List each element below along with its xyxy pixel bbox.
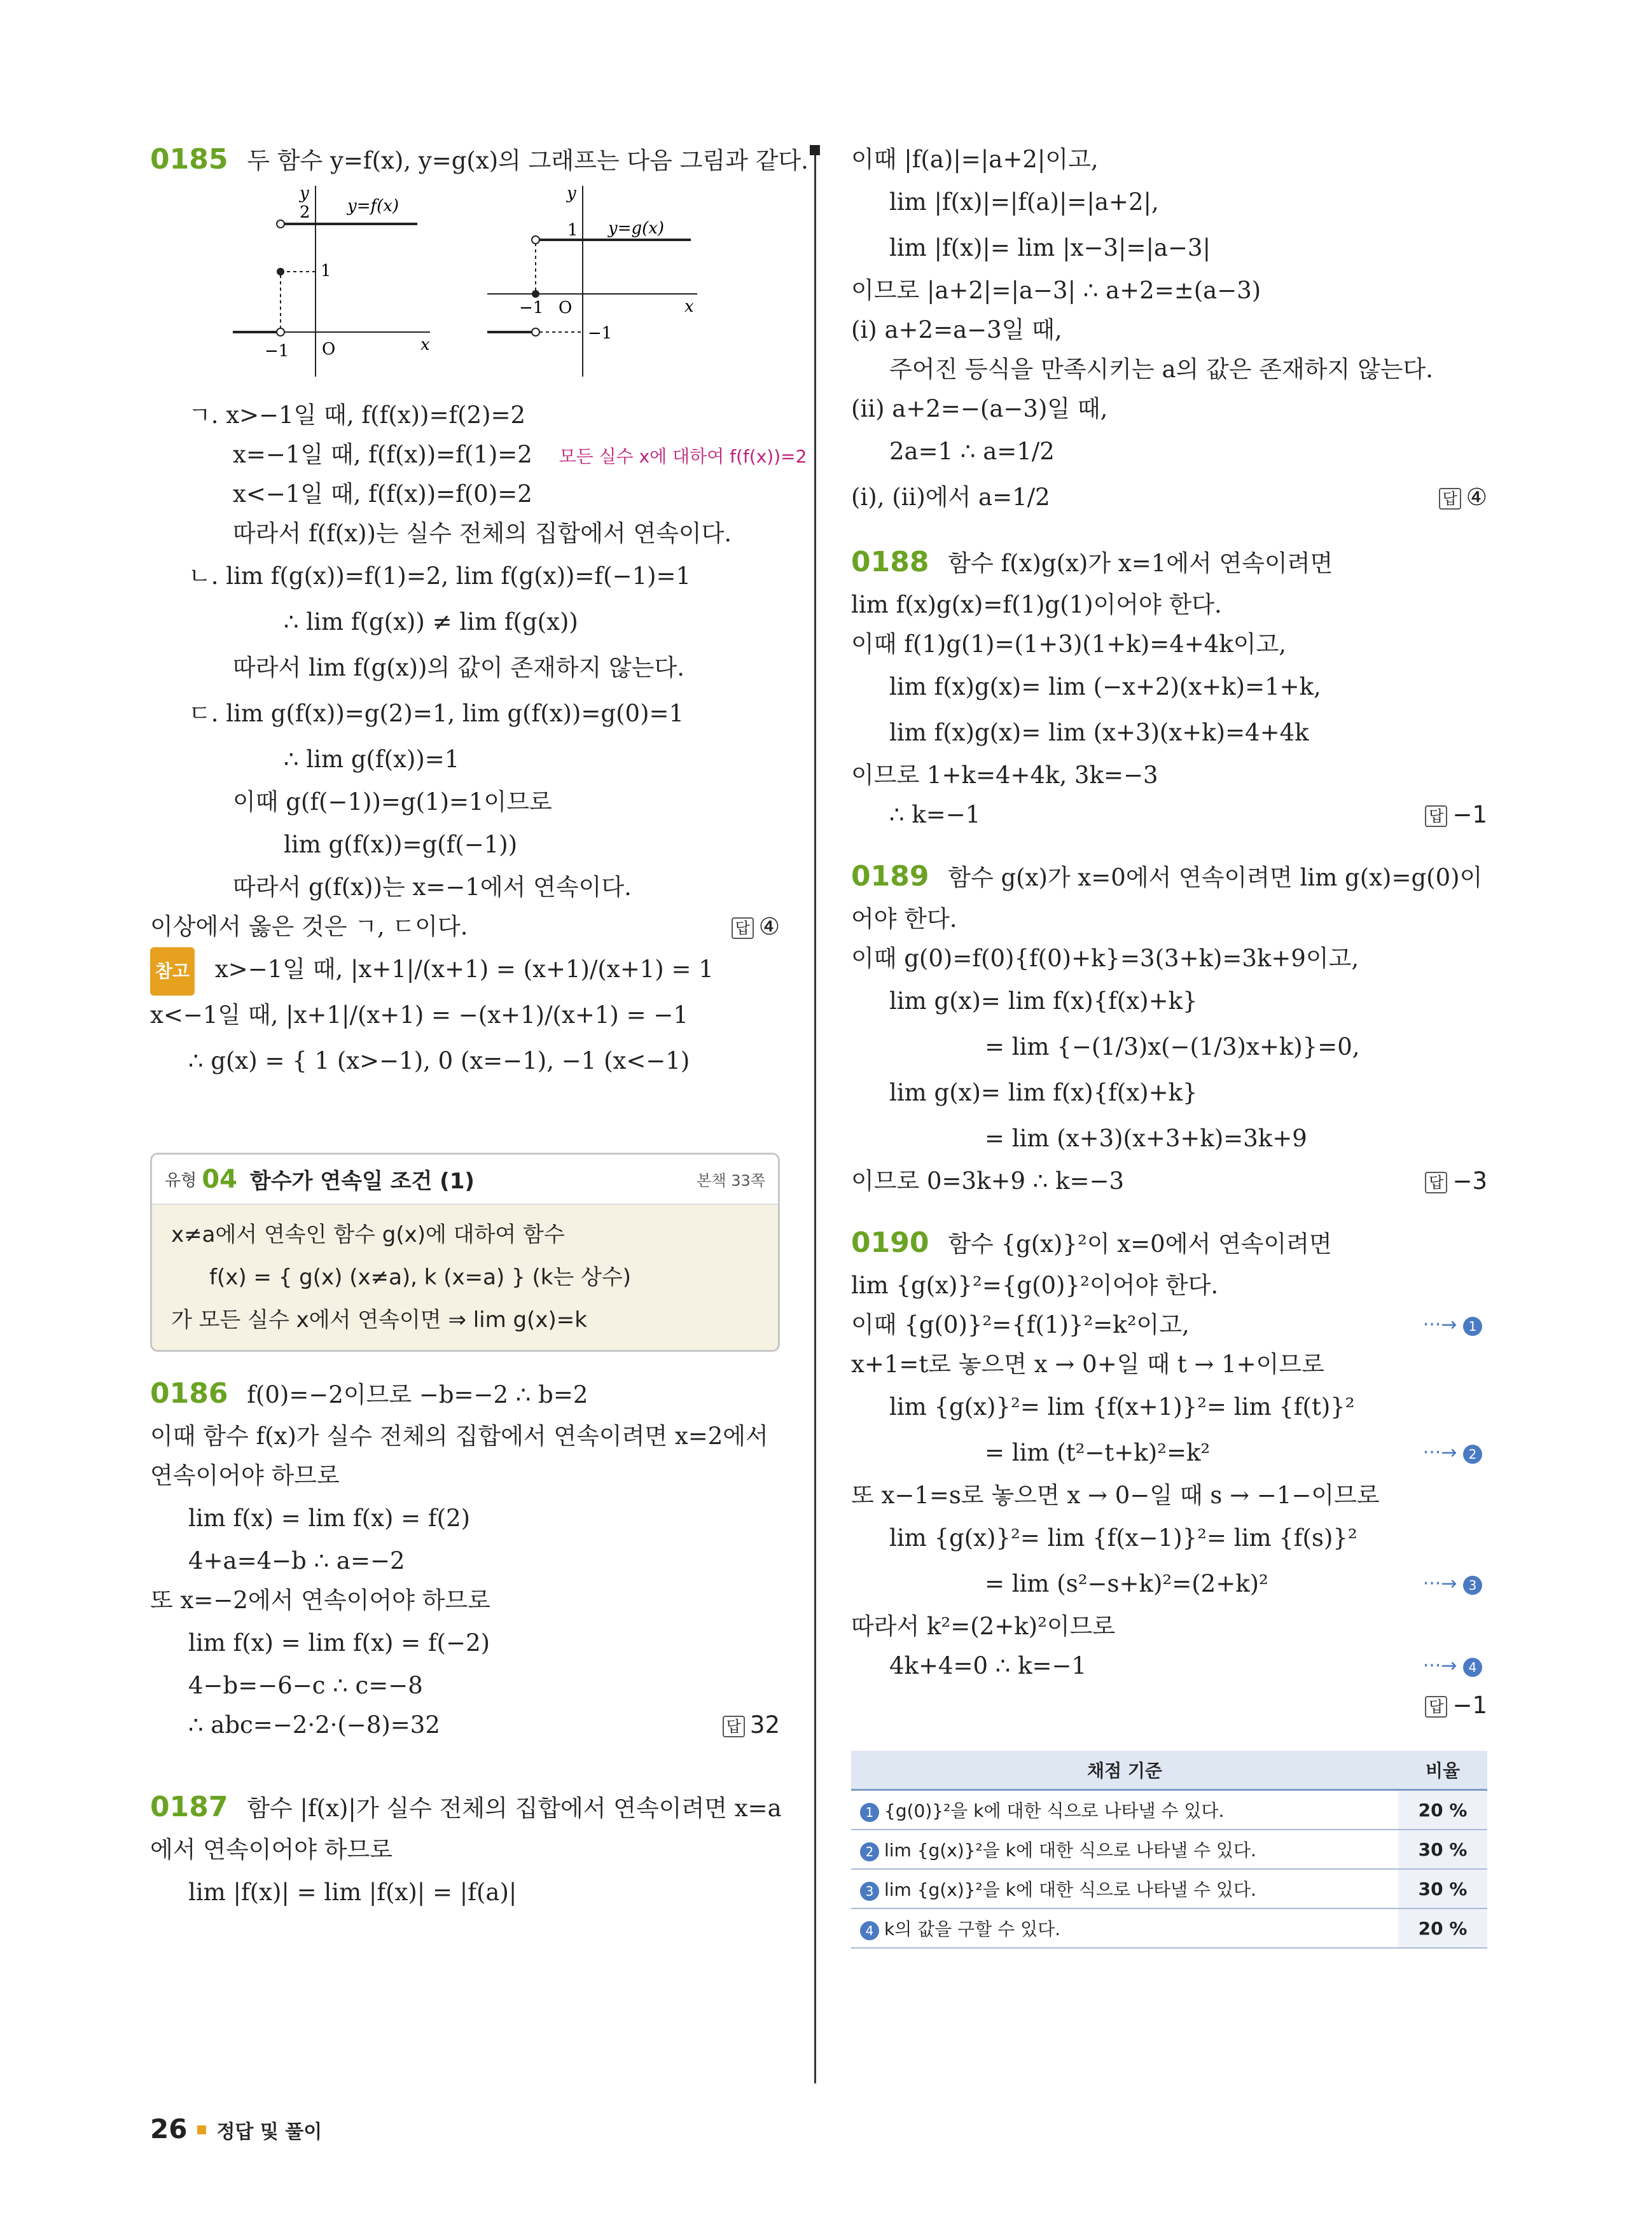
- reference-line: x<−1일 때, |x+1|/(x+1) = −(x+1)/(x+1) = −1: [150, 1001, 688, 1029]
- problem-0189: 0189 함수 g(x)가 x=0에서 연속이려면 lim g(x)=g(0)이 어야 한다. 이때 g(0)=f(0){f(0)+k}=3(3+k)=3k+9이고, lim g(x)= lim f(x){f(x)+k} = lim {−(1/3)x(−(1/3)x+k)}=0, lim g(x)= lim f(x){f(x)+k} = lim (x+3)(x+3+k)=3k+9 이므로 0=3k+9 ∴ k=−3 답 −3: [851, 854, 1487, 1201]
- left-column: [150, 140, 809, 1915]
- solution-line: ∴ lim f(g(x)) ≠ lim f(g(x)): [284, 608, 578, 636]
- solution-line: lim f(x) = lim f(x) = f(2): [188, 1505, 471, 1532]
- column-divider: [814, 149, 816, 2083]
- problem-0190: 0190 함수 {g(x)}²이 x=0에서 연속이려면 lim {g(x)}²={g(0)}²이어야 한다. 이때 {g(0)}²={f(1)}²=k²이고, ···→ 1 x+1=t로 놓으면 x → 0+일 때 t → 1+이므로 lim {g(x)}²= lim {f(x+1)}²= lim {f(t)}² = lim (t²−t+k)²=k² ···→ 2 또 x−1=s로 놓으면 x → 0−일 때 s → −1−이므로 lim {g(x)}²= lim {f(x−1)}²= lim {f(s)}² = lim (s²−s+k)²=(2+k)² ···→ 3 따라서 k²=(2+k)²이므로 4k+4=0 ∴ k=−1 ···→ 4 답 −1 채점 기준 비율 1 {g(0)}²을 k에 대한 식으로 나타낼 수 있다. 20 % 2 lim {g(x)}²을 k에 대한 식으로 나타낼 수 있다. 30 % 3 lim {g(x)}²을 k에 대한 식으로 나타낼 수 있다. 30 % 4 k의 값을 구할 수 있다. 20 %: [851, 1220, 1487, 1949]
- solution-line: ㄱ. x>−1일 때, f(f(x))=f(2)=2: [188, 401, 526, 429]
- type-prefix: 유형: [165, 1171, 197, 1190]
- page-footer: [150, 2113, 322, 2144]
- graph-f-mid-tick: 1: [321, 261, 331, 281]
- score-row-number: 1: [860, 1803, 879, 1822]
- solution-line: 따라서 lim f(g(x))의 값이 존재하지 않는다.: [233, 654, 684, 681]
- score-row-text: lim {g(x)}²을 k에 대한 식으로 나타낼 수 있다.: [884, 1879, 1256, 1900]
- solution-line: 이때 g(0)=f(0){f(0)+k}=3(3+k)=3k+9이고,: [851, 945, 1359, 972]
- graph-f: [226, 179, 436, 389]
- solution-line: lim |f(x)|= lim |x−3|=|a−3|: [889, 234, 1211, 261]
- solution-line: 따라서 f(f(x))는 실수 전체의 집합에서 연속이다.: [233, 520, 732, 547]
- problem-number: 0187: [150, 1791, 228, 1823]
- step-marker: ···→ 2: [1423, 1430, 1487, 1476]
- solution-line: 연속이어야 하므로: [150, 1462, 340, 1489]
- graph-f-y-tick: 2: [300, 203, 310, 222]
- score-header-criteria: 채점 기준: [851, 1751, 1398, 1790]
- solution-line: x+1=t로 놓으면 x → 0+일 때 t → 1+이므로: [851, 1351, 1324, 1378]
- solution-line: lim f(x)g(x)=f(1)g(1)이어야 한다.: [851, 591, 1222, 618]
- problem-0187: 0187 함수 |f(x)|가 실수 전체의 집합에서 연속이려면 x=a 에서 연속이어야 하므로 lim |f(x)| = lim |f(x)| = |f(a)|: [150, 1784, 780, 1915]
- solution-line: lim g(f(x))=g(f(−1)): [284, 831, 518, 858]
- type-header: [152, 1155, 778, 1205]
- score-row: [851, 1830, 1487, 1869]
- graph-f-origin: O: [322, 340, 336, 359]
- answer-mark: 답: [1425, 1696, 1447, 1718]
- solution-line: ㄴ. lim f(g(x))=f(1)=2, lim f(g(x))=f(−1)=1: [188, 562, 691, 590]
- side-note: 모든 실수 x에 대하여 f(f(x))=2: [559, 446, 807, 467]
- score-row: [851, 1869, 1487, 1908]
- solution-line: 또 x=−2에서 연속이어야 하므로: [150, 1587, 490, 1614]
- solution-line: lim f(x) = lim f(x) = f(−2): [188, 1629, 490, 1657]
- score-table: [851, 1751, 1487, 1949]
- column-divider-marker: [810, 145, 820, 155]
- graph-g-y-tick: 1: [567, 221, 578, 240]
- reference-tag: 참고: [150, 947, 195, 996]
- score-row-pct: 30 %: [1398, 1869, 1487, 1908]
- solution-line: 에서 연속이어야 하므로: [150, 1836, 392, 1863]
- solution-line: 이때 {g(0)}²={f(1)}²=k²이고, ···→ 1: [851, 1305, 1487, 1345]
- answer: 답 ④: [1439, 475, 1487, 520]
- answer: 답 −1: [1425, 1686, 1487, 1725]
- solution-line: 이므로 0=3k+9 ∴ k=−3 답 −3: [851, 1162, 1487, 1201]
- solution-line: lim f(x)g(x)= lim (x+3)(x+k)=4+4k: [889, 719, 1309, 746]
- answer: 답 32: [723, 1706, 780, 1745]
- solution-line: lim |f(x)| = lim |f(x)| = |f(a)|: [188, 1879, 517, 1906]
- problem-0188: 0188 함수 f(x)g(x)가 x=1에서 연속이려면 lim f(x)g(x)=f(1)g(1)이어야 한다. 이때 f(1)g(1)=(1+3)(1+k)=4+4k이고, lim f(x)g(x)= lim (−x+2)(x+k)=1+k, lim f(x)g(x)= lim (x+3)(x+k)=4+4k 이므로 1+k=4+4k, 3k=−3 ∴ k=−1 답 −1: [851, 539, 1487, 835]
- solution-line: = lim (s²−s+k)²=(2+k)² ···→ 3: [851, 1561, 1487, 1607]
- solution-line: (i) a+2=a−3일 때,: [851, 316, 1062, 344]
- type-page-ref: 본책 33쪽: [697, 1172, 765, 1190]
- solution-line: (ii) a+2=−(a−3)일 때,: [851, 395, 1108, 422]
- graph-g-x-axis-label: x: [684, 297, 694, 316]
- score-row-pct: 20 %: [1398, 1908, 1487, 1948]
- footer-square-icon: [197, 2125, 206, 2134]
- graph-f-label: y=f(x): [347, 197, 399, 216]
- answer-mark: 답: [1439, 488, 1461, 510]
- solution-line: ∴ lim g(f(x))=1: [284, 746, 460, 773]
- solution-line: 어야 한다.: [851, 905, 957, 933]
- score-row-pct: 20 %: [1398, 1790, 1487, 1830]
- right-column: [851, 140, 1487, 1949]
- page-number: 26: [150, 2113, 188, 2144]
- graph-f-x-axis-label: x: [420, 335, 430, 354]
- reference-line: 참고 x>−1일 때, |x+1|/(x+1) = (x+1)/(x+1) = 1: [150, 947, 780, 992]
- step-marker: ···→ 3: [1423, 1561, 1487, 1607]
- problem-number: 0186: [150, 1377, 228, 1410]
- step-marker: ···→ 1: [1423, 1305, 1487, 1345]
- solution-line: x<−1일 때, f(f(x))=f(0)=2: [233, 480, 532, 508]
- solution-line: 이므로 1+k=4+4k, 3k=−3: [851, 761, 1158, 789]
- graph-f-x-tick: −1: [265, 342, 289, 361]
- solution-line: 4k+4=0 ∴ k=−1 ···→ 4: [851, 1646, 1487, 1686]
- solution-line: = lim {−(1/3)x(−(1/3)x+k)}=0,: [985, 1033, 1360, 1060]
- type-box: [150, 1153, 780, 1352]
- answer-mark: 답: [732, 917, 754, 939]
- graph-g-y-axis-label: y: [567, 184, 576, 203]
- problem-0187-continued: [851, 140, 1487, 520]
- score-row-text: k의 값을 구할 수 있다.: [884, 1919, 1061, 1940]
- score-row-pct: 30 %: [1398, 1830, 1487, 1869]
- type-body: [152, 1205, 778, 1350]
- type-number: 04: [202, 1164, 237, 1194]
- problem-0185: [150, 140, 809, 1115]
- solution-line: ∴ k=−1 답 −1: [851, 795, 1487, 835]
- answer: 답 −1: [1425, 795, 1487, 835]
- score-row-number: 2: [860, 1842, 879, 1861]
- answer: 답 ④: [732, 907, 780, 947]
- graph-g-origin: O: [559, 298, 573, 317]
- solution-line: lim g(x)= lim f(x){f(x)+k}: [889, 987, 1198, 1015]
- solution-line: (i), (ii)에서 a=1/2 답 ④: [851, 475, 1487, 520]
- type-line: x≠a에서 연속인 함수 g(x)에 대하여 함수: [171, 1222, 565, 1248]
- type-title: 함수가 연속일 조건 (1): [249, 1169, 475, 1194]
- solution-line: lim |f(x)|=|f(a)|=|a+2|,: [889, 188, 1159, 216]
- solution-line: lim {g(x)}²={g(0)}²이어야 한다.: [851, 1272, 1219, 1299]
- graphs: [150, 179, 780, 396]
- solution-line: 주어진 등식을 만족시키는 a의 값은 존재하지 않는다.: [889, 356, 1433, 383]
- solution-line: 이때 |f(a)|=|a+2|이고,: [851, 146, 1099, 173]
- solution-line: lim {g(x)}²= lim {f(x−1)}²= lim {f(s)}²: [889, 1524, 1357, 1552]
- solution-line: 이때 함수 f(x)가 실수 전체의 집합에서 연속이려면 x=2에서: [150, 1422, 768, 1450]
- type-line: f(x) = { g(x) (x≠a), k (x=a) } (k는 상수): [209, 1265, 632, 1290]
- graph-g-label: y=g(x): [608, 219, 665, 238]
- problem-number: 0185: [150, 143, 228, 176]
- score-header-ratio: 비율: [1398, 1751, 1487, 1790]
- solution-line: ㄷ. lim g(f(x))=g(2)=1, lim g(f(x))=g(0)=1: [188, 700, 684, 727]
- answer: 답 −3: [1425, 1162, 1487, 1201]
- reference-line: ∴ g(x) = { 1 (x>−1), 0 (x=−1), −1 (x<−1): [188, 1047, 690, 1074]
- score-row: [851, 1790, 1487, 1830]
- footer-label: 정답 및 풀이: [216, 2121, 323, 2143]
- solution-line: 4−b=−6−c ∴ c=−8: [188, 1672, 423, 1699]
- solution-line: lim f(x)g(x)= lim (−x+2)(x+k)=1+k,: [889, 673, 1321, 700]
- problem-stem: 두 함수 y=f(x), y=g(x)의 그래프는 다음 그림과 같다.: [247, 147, 809, 174]
- score-row-text: {g(0)}²을 k에 대한 식으로 나타낼 수 있다.: [884, 1800, 1225, 1821]
- solution-line: 또 x−1=s로 놓으면 x → 0−일 때 s → −1−이므로: [851, 1482, 1380, 1509]
- solution-line: 4+a=4−b ∴ a=−2: [188, 1547, 405, 1574]
- solution-line: 2a=1 ∴ a=1/2: [889, 438, 1055, 465]
- type-line: 가 모든 실수 x에서 연속이면 ⇒ lim g(x)=k: [171, 1307, 587, 1333]
- graph-g-low-tick: −1: [588, 324, 613, 343]
- solution-line: 이상에서 옳은 것은 ㄱ, ㄷ이다. 답 ④: [150, 907, 780, 947]
- score-row-number: 4: [860, 1921, 879, 1940]
- solution-line: lim {g(x)}²= lim {f(x+1)}²= lim {f(t)}²: [889, 1393, 1355, 1421]
- solution-line: 이때 g(f(−1))=g(1)=1이므로: [233, 788, 552, 816]
- graph-f-y-axis-label: y: [300, 184, 309, 203]
- solution-line: 이때 f(1)g(1)=(1+3)(1+k)=4+4k이고,: [851, 630, 1286, 658]
- step-marker: ···→ 4: [1423, 1646, 1487, 1686]
- answer-mark: 답: [1425, 1172, 1447, 1193]
- solution-line: 따라서 k²=(2+k)²이므로: [851, 1613, 1116, 1640]
- problem-0186: 0186 f(0)=−2이므로 −b=−2 ∴ b=2 이때 함수 f(x)가 실수 전체의 집합에서 연속이려면 x=2에서 연속이어야 하므로 lim f(x) = lim f(x) = f(2) 4+a=4−b ∴ a=−2 또 x=−2에서 연속이어야 하므로 lim f(x) = lim f(x) = f(−2) 4−b=−6−c ∴ c=−8 ∴ abc=−2·2·(−8)=32 답 32: [150, 1371, 780, 1745]
- graph-g-x-tick: −1: [519, 298, 544, 317]
- solution-line: ∴ abc=−2·2·(−8)=32 답 32: [150, 1706, 780, 1745]
- solution-line: = lim (t²−t+k)²=k² ···→ 2: [851, 1430, 1487, 1476]
- score-table-header: [851, 1751, 1487, 1790]
- solution-line: lim g(x)= lim f(x){f(x)+k}: [889, 1079, 1198, 1106]
- answer-mark: 답: [1425, 805, 1447, 827]
- score-row: [851, 1908, 1487, 1948]
- solution-line: = lim (x+3)(x+3+k)=3k+9: [985, 1125, 1307, 1152]
- solution-line: 따라서 g(f(x))는 x=−1에서 연속이다.: [233, 873, 632, 901]
- solution-line: 이므로 |a+2|=|a−3| ∴ a+2=±(a−3): [851, 277, 1261, 304]
- graph-g: [481, 179, 704, 389]
- problem-number: 0190: [851, 1227, 929, 1259]
- solution-line: x=−1일 때, f(f(x))=f(1)=2 모든 실수 x에 대하여 f(f(x))=2: [233, 441, 807, 468]
- score-row-number: 3: [860, 1882, 879, 1901]
- problem-number: 0188: [851, 546, 929, 578]
- score-row-text: lim {g(x)}²을 k에 대한 식으로 나타낼 수 있다.: [884, 1840, 1256, 1861]
- answer-mark: 답: [723, 1716, 745, 1737]
- problem-number: 0189: [851, 860, 929, 893]
